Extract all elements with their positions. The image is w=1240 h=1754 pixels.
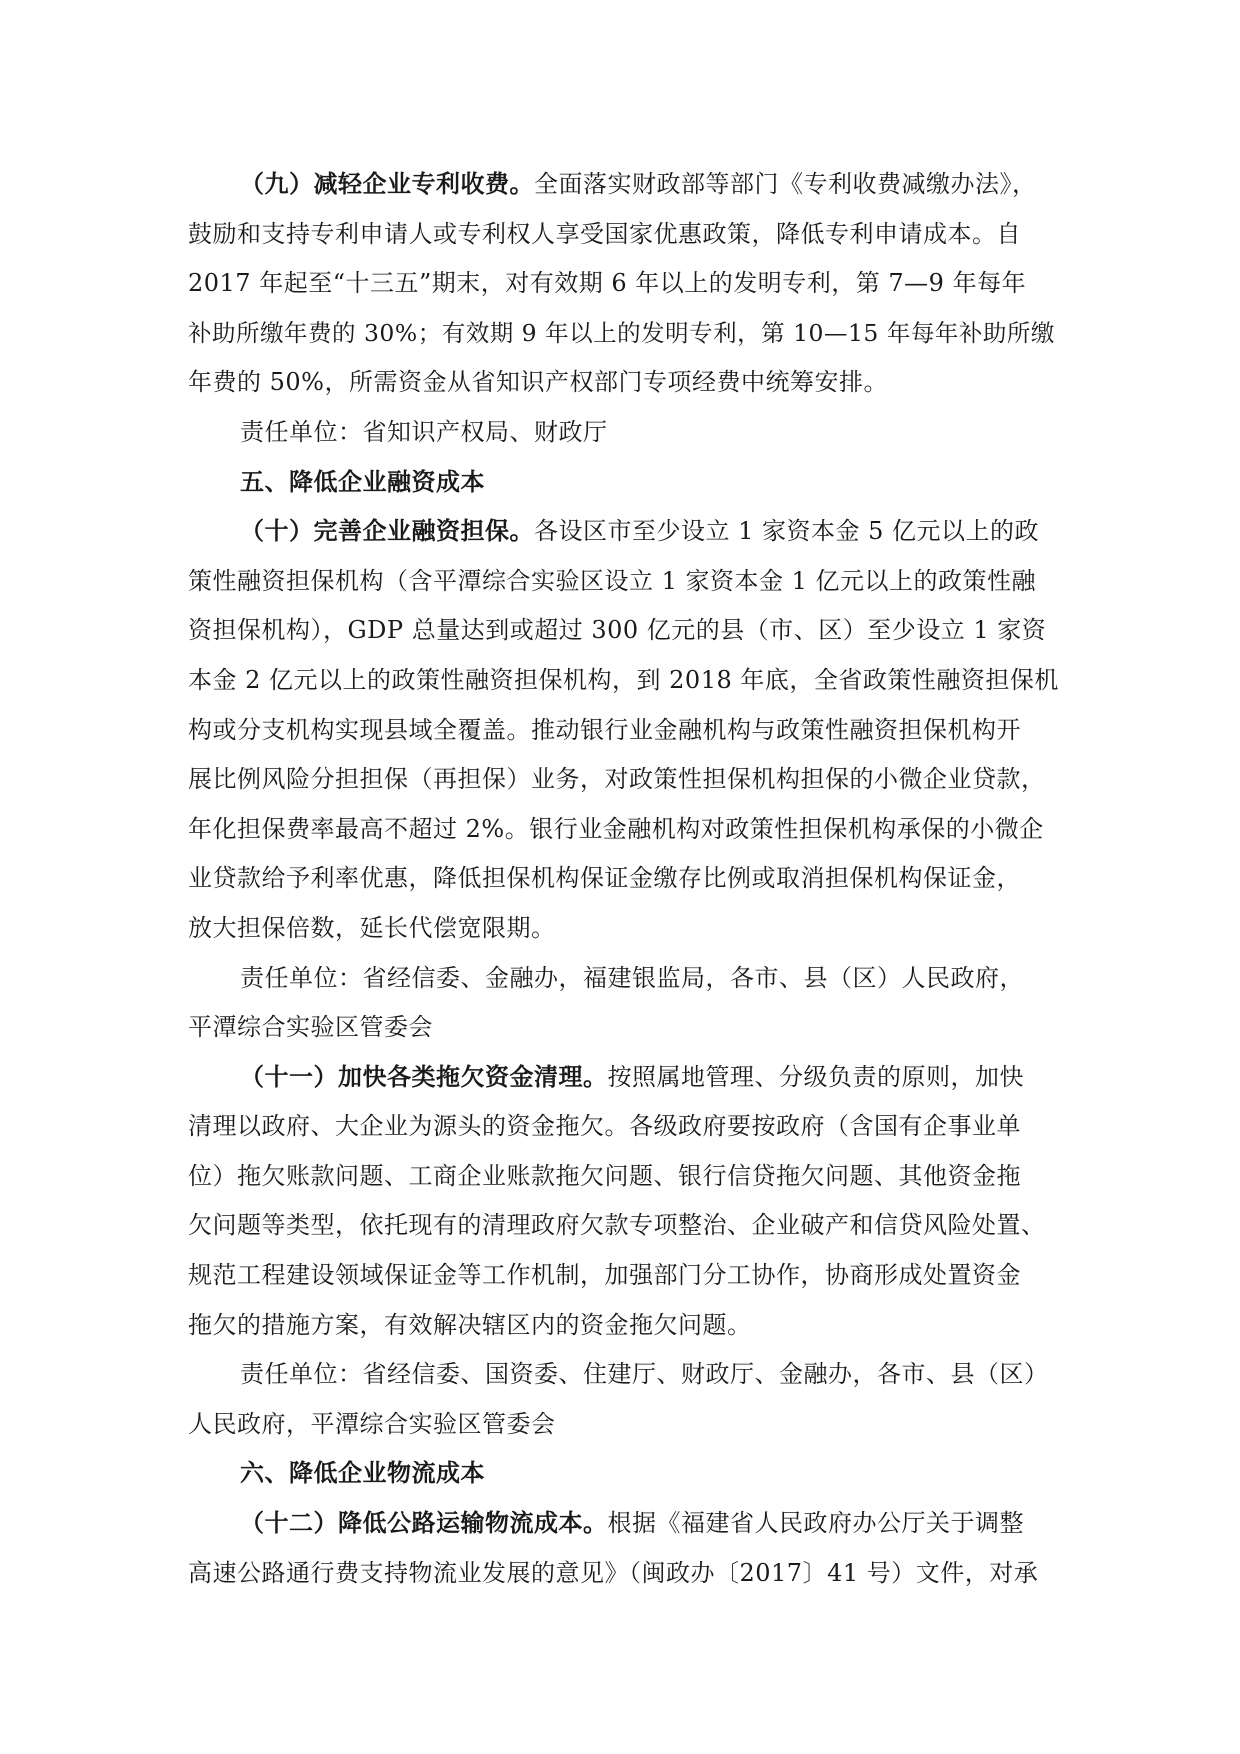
paragraph-line: 年费的 50%，所需资金从省知识产权部门专项经费中统筹安排。 [188,368,888,397]
responsible-unit-line: 人民政府，平潭综合实验区管委会 [188,1409,556,1438]
paragraph-line: 构或分支机构实现县域全覆盖。推动银行业金融机构与政策性融资担保机构开 [188,715,1021,744]
paragraph-line: 放大担保倍数，延长代偿宽限期。 [188,913,556,942]
paragraph-line: 2017 年起至“十三五”期末，对有效期 6 年以上的发明专利，第 7—9 年每年 [188,269,1027,298]
paragraph-line: 清理以政府、大企业为源头的资金拖欠。各级政府要按政府（含国有企事业单 [188,1112,1021,1141]
line-text: 根据《福建省人民政府办公厅关于调整 [607,1509,1024,1538]
paragraph-line: 展比例风险分担担保（再担保）业务，对政策性担保机构担保的小微企业贷款， [188,765,1046,794]
paragraph-line: 拖欠的措施方案，有效解决辖区内的资金拖欠问题。 [188,1310,752,1339]
responsible-unit-line: 责任单位：省经信委、金融办，福建银监局，各市、县（区）人民政府， [240,963,1024,992]
document-body [188,160,1068,1598]
paragraph-line [188,507,1068,557]
clause-heading: （九）减轻企业专利收费。 [240,170,534,198]
paragraph-line [188,1499,1068,1549]
paragraph-line: 高速公路通行费支持物流业发展的意见》（闽政办〔2017〕41 号）文件，对承 [188,1558,1039,1587]
paragraph-line: 策性融资担保机构（含平潭综合实验区设立 1 家资本金 1 亿元以上的政策性融 [188,566,1037,595]
line-text: 按照属地管理、分级负责的原则，加快 [607,1062,1024,1091]
paragraph-line: 资担保机构），GDP 总量达到或超过 300 亿元的县（市、区）至少设立 1 家资 [188,616,1047,645]
paragraph-line: 欠问题等类型，依托现有的清理政府欠款专项整治、企业破产和信贷风险处置、 [188,1211,1046,1240]
line-text: 全面落实财政部等部门《专利收费减缴办法》， [534,170,1037,198]
clause-heading: （十一）加快各类拖欠资金清理。 [240,1062,608,1091]
paragraph-line: 年化担保费率最高不超过 2%。银行业金融机构对政策性担保机构承保的小微企 [188,814,1044,843]
paragraph-line: 规范工程建设领域保证金等工作机制，加强部门分工协作，协商形成处置资金 [188,1261,1021,1290]
section-heading: 五、降低企业融资成本 [240,467,485,496]
line-text: 各设区市至少设立 1 家资本金 5 亿元以上的政 [534,517,1040,546]
clause-heading: （十二）降低公路运输物流成本。 [240,1509,608,1538]
paragraph-line [188,1053,1068,1103]
responsible-unit-line: 责任单位：省知识产权局、财政厅 [240,417,608,446]
paragraph-line: 补助所缴年费的 30%；有效期 9 年以上的发明专利，第 10—15 年每年补助所缴 [188,318,1055,347]
responsible-unit-line: 责任单位：省经信委、国资委、住建厅、财政厅、金融办，各市、县（区） [240,1360,1049,1389]
responsible-unit-line: 平潭综合实验区管委会 [188,1013,433,1042]
paragraph-line: 位）拖欠账款问题、工商企业账款拖欠问题、银行信贷拖欠问题、其他资金拖 [188,1161,1021,1190]
clause-heading: （十）完善企业融资担保。 [240,517,534,546]
paragraph-line [188,160,1068,210]
paragraph-line: 本金 2 亿元以上的政策性融资担保机构，到 2018 年底，全省政策性融资担保机 [188,665,1059,694]
paragraph-line: 业贷款给予利率优惠，降低担保机构保证金缴存比例或取消担保机构保证金， [188,864,1021,893]
section-heading: 六、降低企业物流成本 [240,1459,485,1488]
paragraph-line: 鼓励和支持专利申请人或专利权人享受国家优惠政策，降低专利申请成本。自 [188,219,1021,248]
